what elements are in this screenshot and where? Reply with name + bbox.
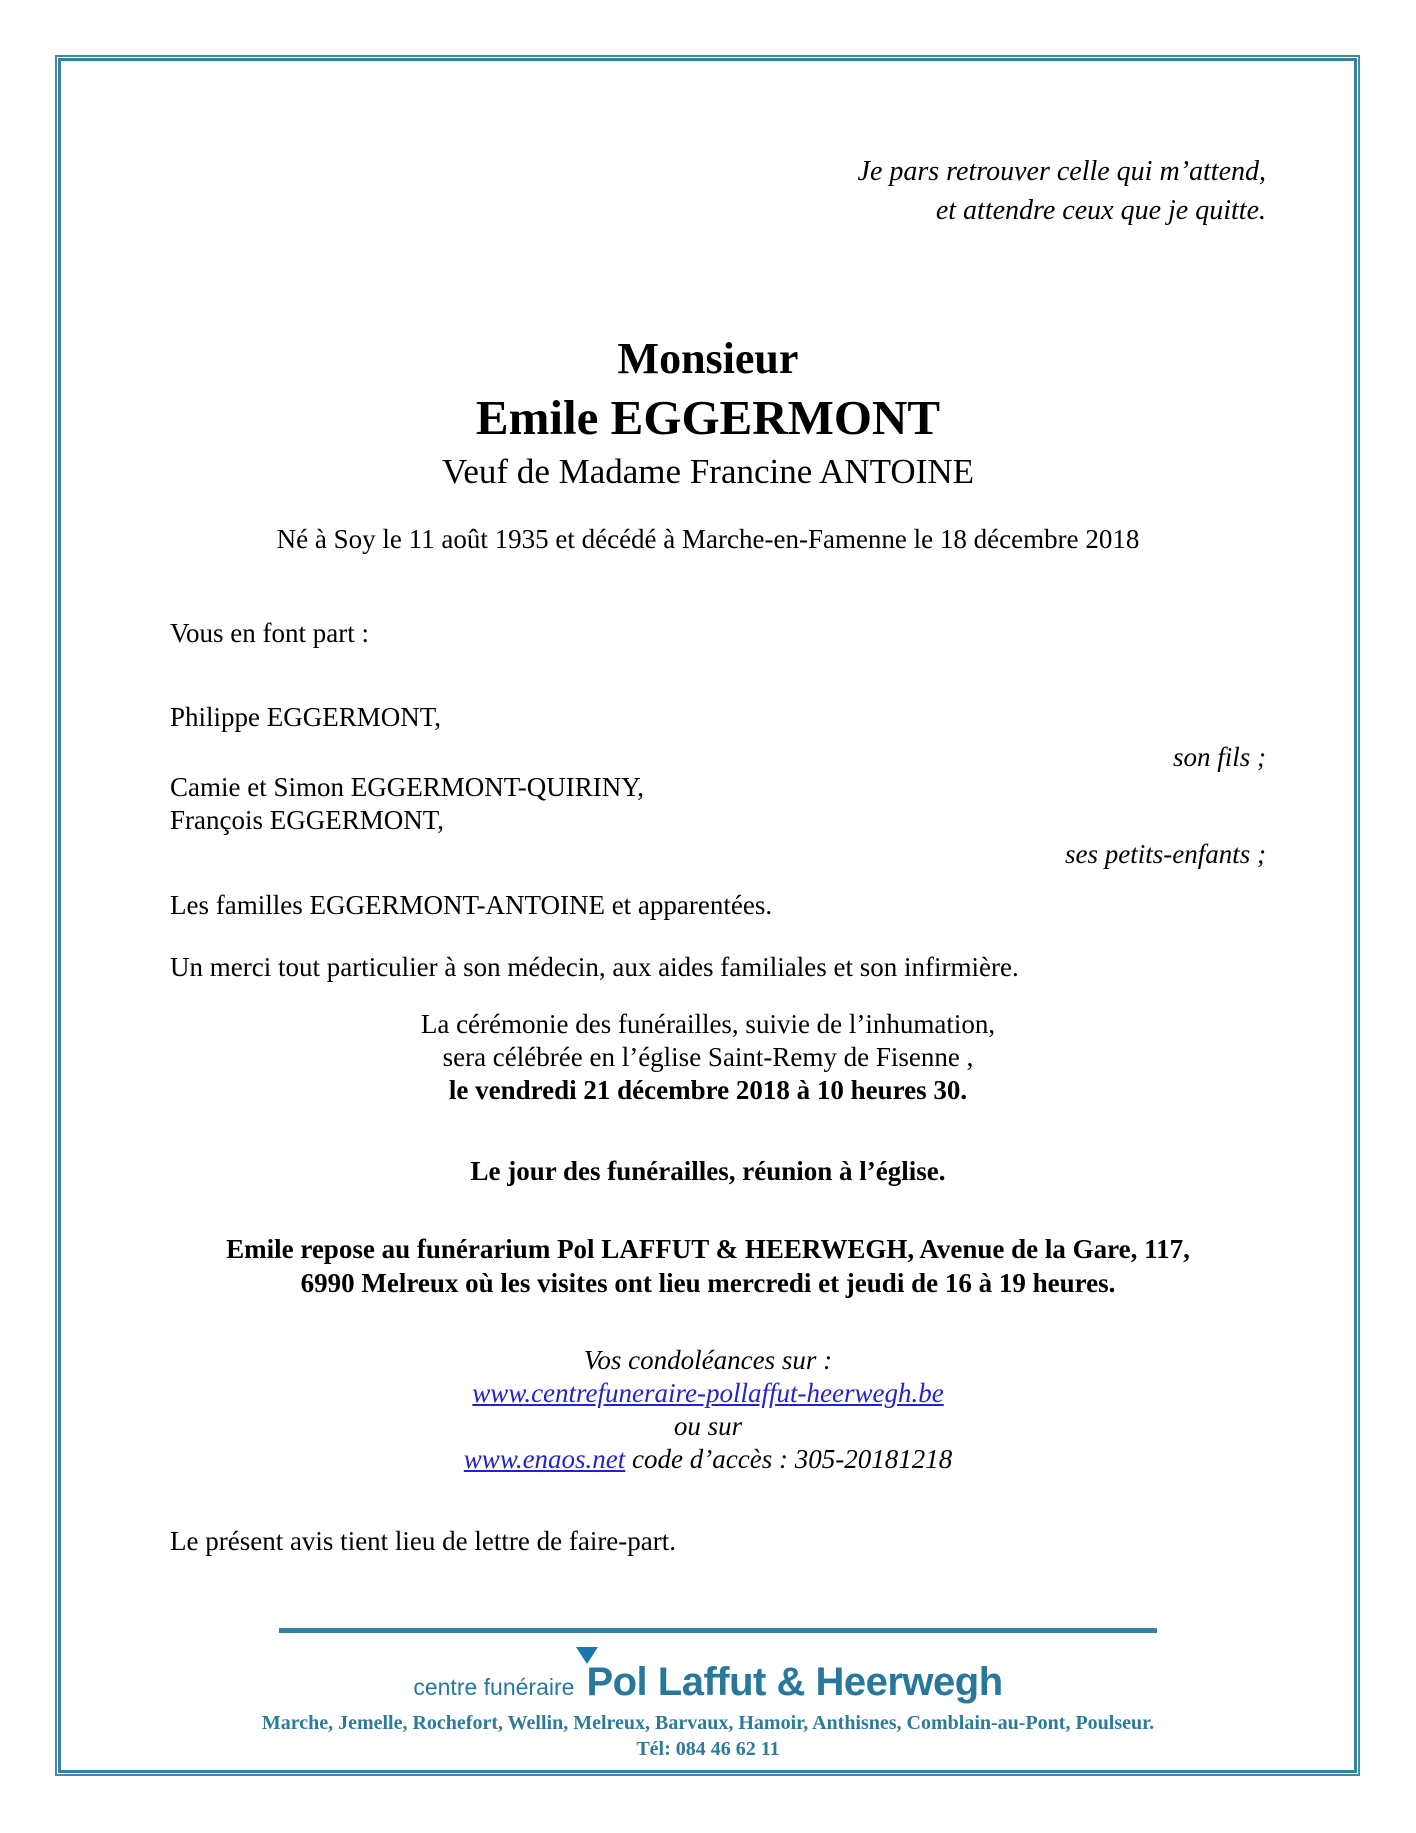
grandchild-name-2: François EGGERMONT, bbox=[170, 805, 444, 835]
related-families: Les familles EGGERMONT-ANTOINE et apparentées. bbox=[170, 890, 773, 920]
brand-prefix: centre funéraire bbox=[413, 1674, 575, 1700]
condolences-block bbox=[0, 1344, 1416, 1476]
repose-line1: Emile repose au funérarium Pol LAFFUT & HEERWEGH, Avenue de la Gare, 117, bbox=[226, 1234, 1190, 1264]
civility-title: Monsieur bbox=[617, 334, 799, 383]
funeral-home-brand bbox=[0, 1660, 1416, 1705]
son-name: Philippe EGGERMONT, bbox=[170, 702, 441, 732]
meeting-notice: Le jour des funérailles, réunion à l’église. bbox=[470, 1156, 946, 1186]
repose-details bbox=[0, 1232, 1416, 1300]
ceremony-line2: sera célébrée en l’église Saint-Remy de Fisenne , bbox=[442, 1042, 974, 1072]
epitaph-quote-line1: Je pars retrouver celle qui m’attend, bbox=[857, 156, 1266, 187]
birth-death-dates: Né à Soy le 11 août 1935 et décédé à Marche-en-Famenne le 18 décembre 2018 bbox=[276, 524, 1140, 554]
ceremony-line1: La cérémonie des funérailles, suivie de l’inhumation, bbox=[420, 1009, 996, 1039]
footer-divider-line bbox=[279, 1628, 1157, 1633]
epitaph-quote bbox=[858, 152, 1266, 230]
grandchild-name-1: Camie et Simon EGGERMONT-QUIRINY, bbox=[170, 772, 644, 802]
condolences-intro: Vos condoléances sur : bbox=[583, 1345, 833, 1375]
condolences-or-text: ou sur bbox=[673, 1411, 743, 1441]
son-relation: son fils ; bbox=[1172, 742, 1266, 772]
ceremony-details bbox=[0, 1008, 1416, 1107]
repose-line2: 6990 Melreux où les visites ont lieu mercredi et jeudi de 16 à 19 heures. bbox=[300, 1268, 1116, 1298]
deceased-name: Emile EGGERMONT bbox=[475, 390, 941, 445]
access-code-text: code d’accès : 305-20181218 bbox=[632, 1444, 953, 1474]
widower-subtitle: Veuf de Madame Francine ANTOINE bbox=[442, 452, 974, 491]
announcement-intro: Vous en font part : bbox=[170, 618, 369, 648]
funeral-home-phone: Tél: 084 46 62 11 bbox=[636, 1738, 780, 1760]
funeral-home-locations: Marche, Jemelle, Rochefort, Wellin, Melreux, Barvaux, Hamoir, Anthisnes, Comblain-au-Pont, Poulseur. bbox=[261, 1712, 1155, 1734]
condolences-website-link[interactable]: www.centrefuneraire-pollaffut-heerwegh.be bbox=[472, 1378, 944, 1408]
grandchildren-relation: ses petits-enfants ; bbox=[1065, 839, 1266, 869]
enaos-website-link[interactable]: www.enaos.net bbox=[463, 1444, 626, 1474]
thanks-note: Un merci tout particulier à son médecin, aux aides familiales et son infirmière. bbox=[170, 952, 1019, 982]
deceased-title-block bbox=[0, 330, 1416, 495]
epitaph-quote-line2: et attendre ceux que je quitte. bbox=[935, 195, 1266, 226]
faire-part-notice: Le présent avis tient lieu de lettre de faire-part. bbox=[170, 1526, 677, 1556]
ceremony-date-time: le vendredi 21 décembre 2018 à 10 heures 30. bbox=[448, 1075, 968, 1105]
brand-name: Pol Laffut & Heerwegh bbox=[586, 1660, 1003, 1704]
